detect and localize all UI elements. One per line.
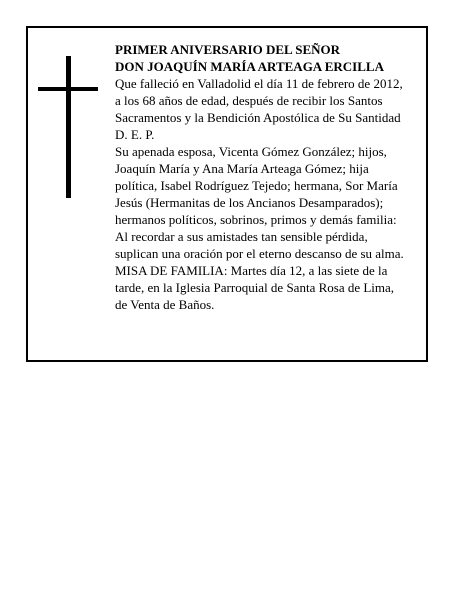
cross-horizontal-bar xyxy=(38,87,98,91)
cross-icon xyxy=(38,56,98,198)
notice-body-line: MISA DE FAMILIA: Martes día 12, a las siete de la xyxy=(115,263,388,278)
notice-body-line: Que falleció en Valladolid el día 11 de febrero de 2012, xyxy=(115,76,403,91)
notice-body-line: tarde, en la Iglesia Parroquial de Santa Rosa de Lima, xyxy=(115,280,395,295)
notice-title-line-2: DON JOAQUÍN MARÍA ARTEAGA ERCILLA xyxy=(115,59,384,74)
obituary-notice xyxy=(26,26,428,362)
notice-body-line: Su apenada esposa, Vicenta Gómez González; hijos, xyxy=(115,144,387,159)
notice-text xyxy=(115,41,425,313)
notice-body-line: política, Isabel Rodríguez Tejedo; hermana, Sor María xyxy=(115,178,398,193)
notice-body-line: a los 68 años de edad, después de recibir los Santos xyxy=(115,93,383,108)
notice-body-line: Al recordar a sus amistades tan sensible pérdida, xyxy=(115,229,368,244)
notice-body-line: de Venta de Baños. xyxy=(115,297,215,312)
notice-body-line: Sacramentos y la Bendición Apostólica de Su Santidad xyxy=(115,110,401,125)
cross-vertical-bar xyxy=(66,56,71,198)
notice-body-line: hermanos políticos, sobrinos, primos y demás familia: xyxy=(115,212,397,227)
notice-title-line-1: PRIMER ANIVERSARIO DEL SEÑOR xyxy=(115,42,341,57)
notice-body-line: D. E. P. xyxy=(115,127,155,142)
notice-body-line: Jesús (Hermanitas de los Ancianos Desamparados); xyxy=(115,195,384,210)
notice-body-line: Joaquín María y Ana María Arteaga Gómez; hija xyxy=(115,161,369,176)
notice-body-line: suplican una oración por el eterno descanso de su alma. xyxy=(115,246,404,261)
